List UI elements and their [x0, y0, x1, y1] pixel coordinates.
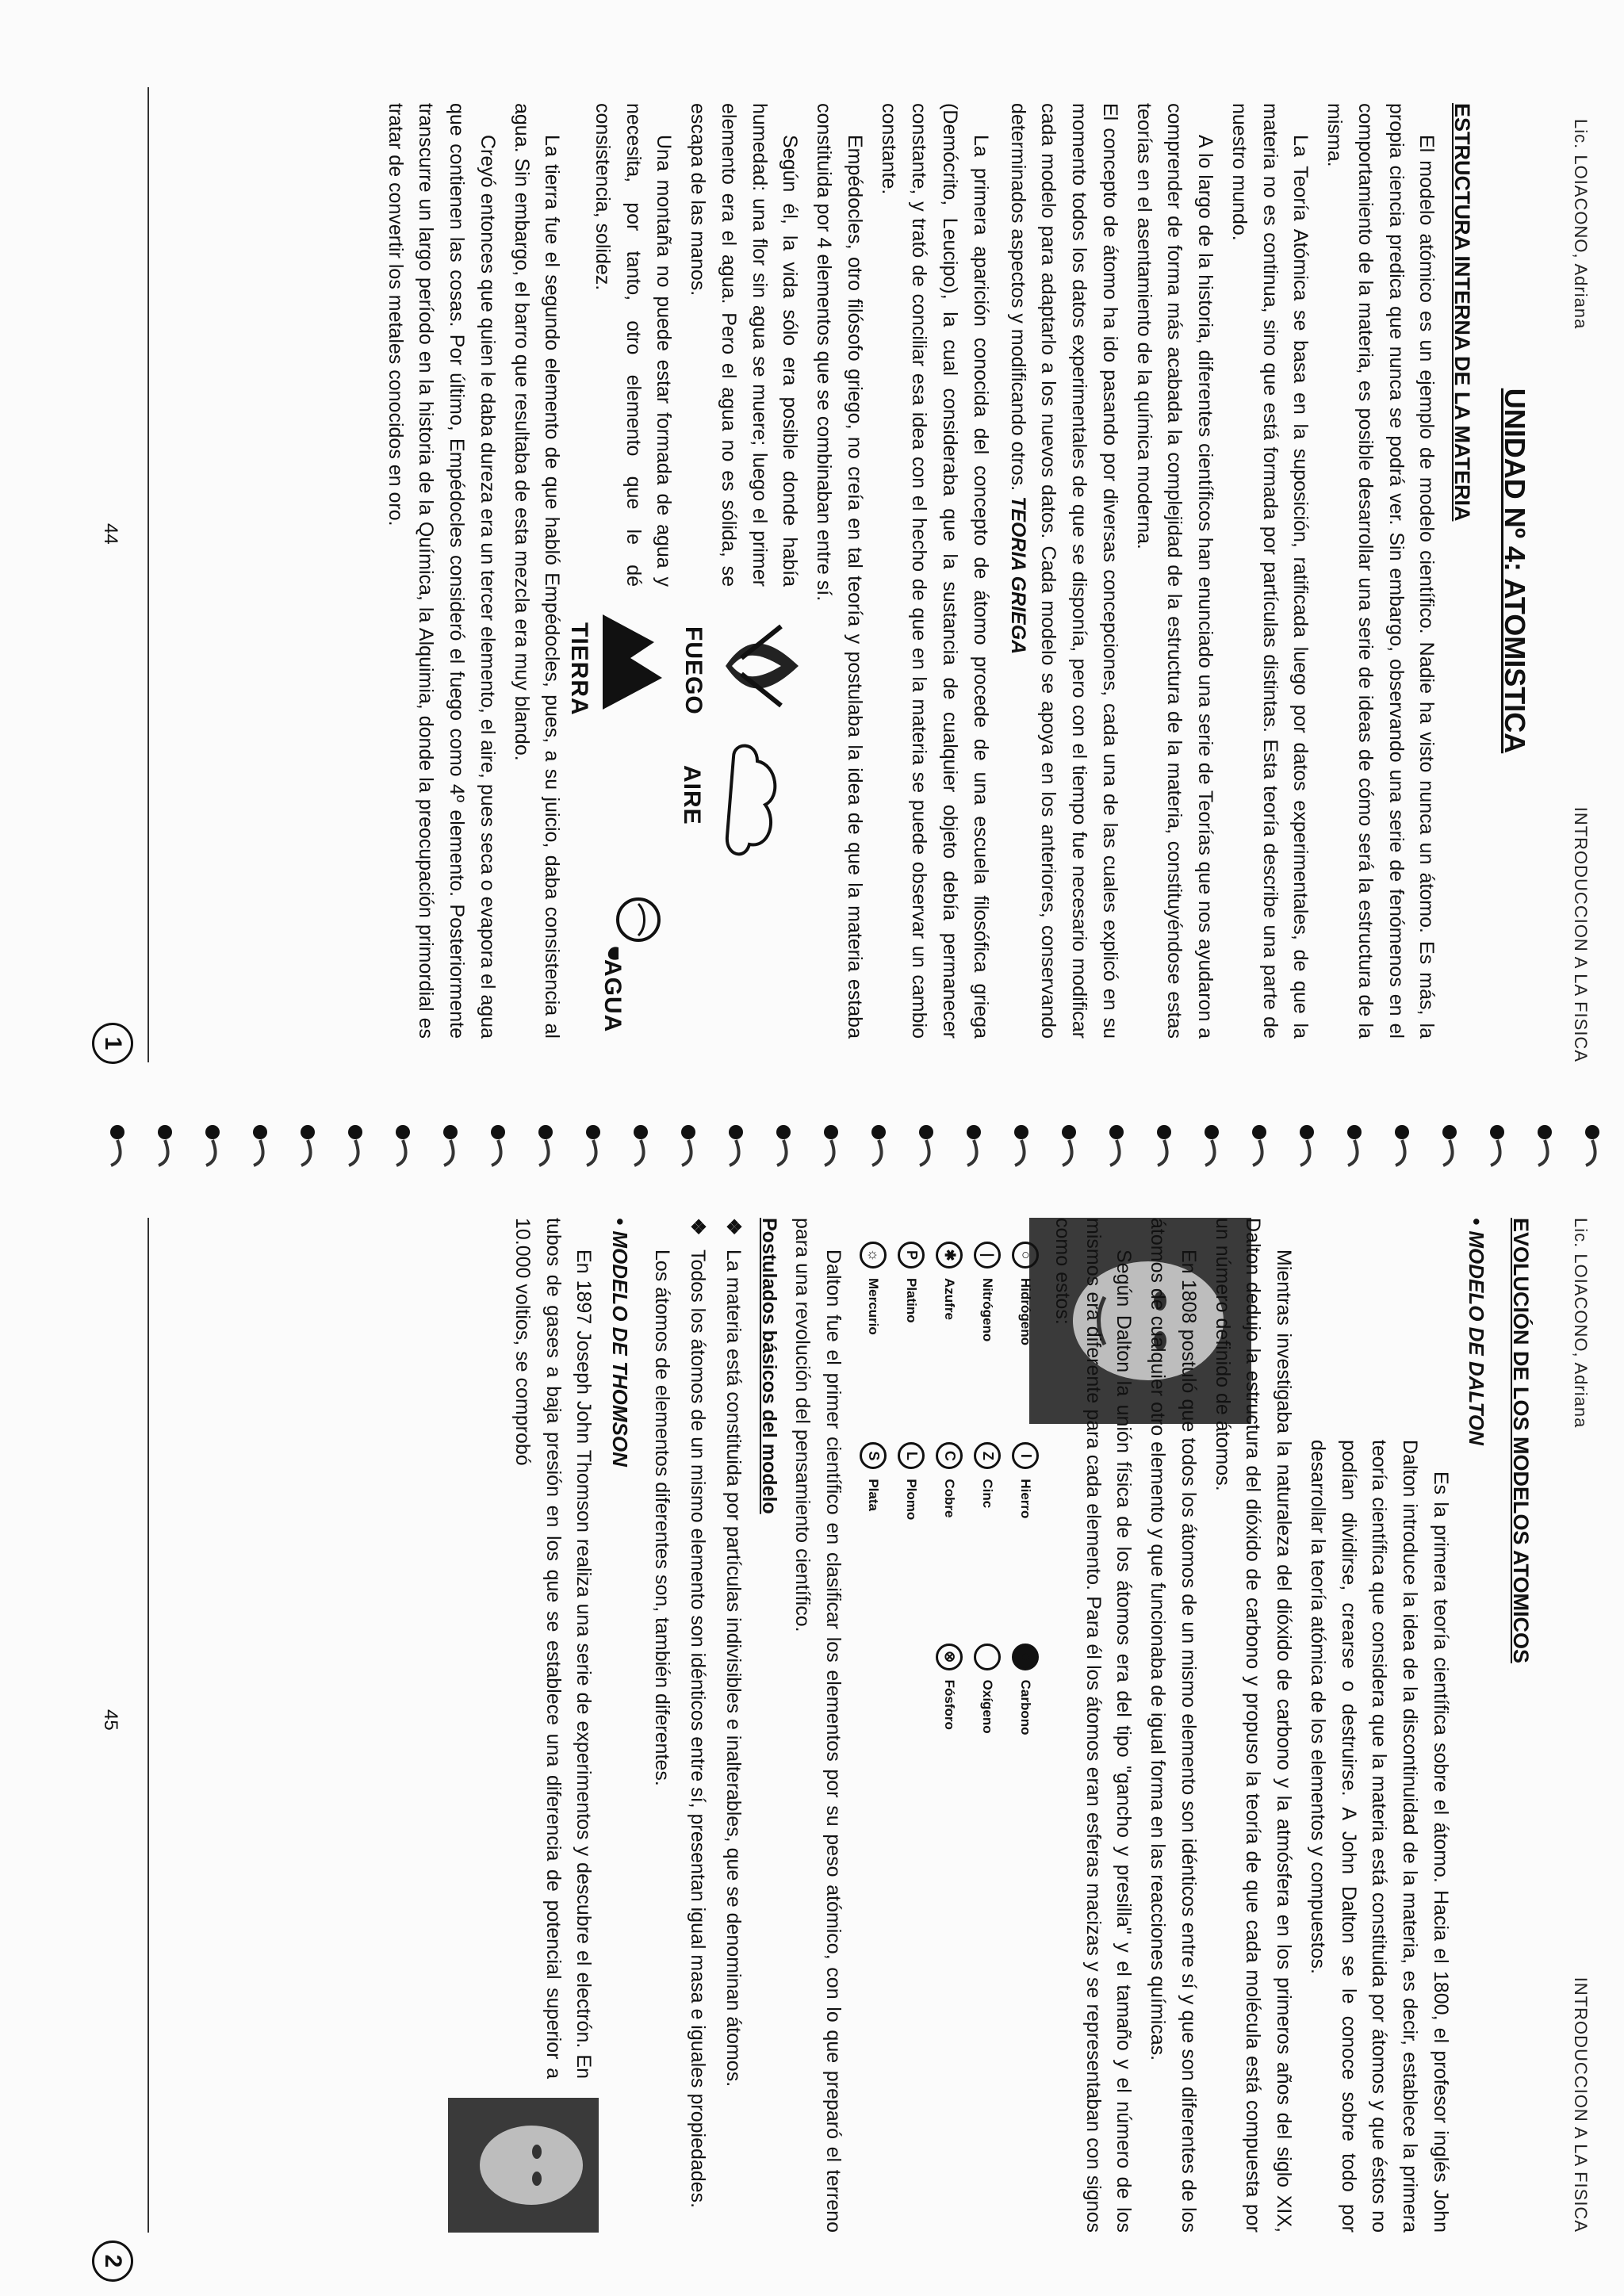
element-symbol-empty	[898, 1644, 925, 1844]
element-glyph: ●	[1012, 1644, 1039, 1670]
element-symbol	[974, 1442, 1001, 1643]
element-glyph: ✱	[936, 1242, 963, 1269]
section-heading: ESTRUCTURA INTERNA DE LA MATERIA	[1450, 103, 1475, 522]
right-page-number: 45	[100, 1709, 121, 1731]
teoria-griega-label: TEORIA GRIEGA	[1006, 496, 1029, 655]
agua-label: AGUA	[599, 959, 626, 1033]
element-glyph	[974, 1644, 1001, 1670]
element-symbol	[936, 1442, 963, 1643]
element-symbol	[936, 1644, 963, 1844]
left-header-author: Lic. LOIACONO, Adriana	[1571, 119, 1591, 330]
right-header-course: INTRODUCCION A LA FISICA	[1571, 1976, 1591, 2233]
element-glyph: I	[1012, 1442, 1039, 1469]
paragraph: Es la primera teoría científica sobre el átomo. Hacia el 1800, el profesor inglés John Dalton introduce la idea de la discontinuidad de la materia, es decir, establece la primera teoría científica que considera que la materia está constituida por átomos y que éstos no podían dividirse, crearse o destruirse. A John Dalton se le conoce sobre todo por desarrollar la teoría atómica de los elementos y compuestos.	[1306, 1440, 1452, 2233]
thomson-portrait	[448, 2098, 599, 2233]
paragraph: La primera aparición conocida del concepto de átomo procede de una escuela filosófica griega (Demócrito, Leucipo), la cual consideraba que la sustancia de cualquier objeto debía permanecer constante, y trató de conciliar esa idea con el hecho de que en la materia se puede observar un cambio constante.	[877, 103, 992, 1039]
element-glyph: C	[936, 1442, 963, 1469]
postulado-extra: Los átomos de elementos diferentes son, también diferentes.	[651, 1249, 674, 1786]
right-page-mark: 2	[92, 2241, 133, 2282]
right-page	[0, 1186, 1624, 2296]
postulado-text: Todos los átomos de un mismo elemento son idénticos entre sí, presentan igual masa e iguales propiedades.	[687, 1249, 710, 2209]
cloud-icon	[718, 737, 789, 864]
paragraph: Según Dalton la unión física de los átomos era del tipo "gancho y presilla" y el tamaño y el número de los mismos era diferente para cada elemento. Para él los átomos eran esferas macizas y se representaban con signos como estos:	[1051, 1218, 1136, 2233]
thomson-heading: • MODELO DE THOMSON	[607, 1218, 632, 1467]
element-name: Plata	[866, 1479, 882, 1511]
element-glyph: ☼	[860, 1242, 887, 1269]
portrait-image	[448, 2098, 599, 2233]
element-name: Carbono	[1018, 1679, 1034, 1735]
four-elements-figure	[566, 610, 805, 1033]
paragraph: A lo largo de la historia, diferentes científicos han enunciado una serie de Teorías que nos ayudaron a comprender de forma más acabada la complejidad de la estructura de la materia, constituyéndose estas teorías en el asentamiento de la química moderna.	[1132, 103, 1217, 1039]
mountain-icon	[599, 610, 670, 714]
left-page-mark: 1	[92, 1023, 133, 1064]
element-symbol	[1012, 1644, 1039, 1844]
element-symbol	[860, 1242, 887, 1442]
aire-label: AIRE	[679, 765, 706, 825]
paragraph: Empédocles, otro filósofo griego, no creía en tal teoría y postulaba la idea de que la materia estaba constituida por 4 elementos que se combinaban entre sí.	[813, 103, 866, 1039]
element-symbol	[898, 1242, 925, 1442]
right-footer-rule	[147, 1218, 149, 2233]
elements-text	[584, 103, 805, 587]
element-symbol	[860, 1442, 887, 1643]
element-name: Mercurio	[866, 1278, 882, 1335]
element-symbol	[1012, 1242, 1039, 1442]
element-name: Hierro	[1018, 1479, 1034, 1519]
right-column	[448, 1218, 1537, 2233]
left-header-course: INTRODUCCION A LA FISICA	[1571, 806, 1591, 1062]
paragraph: En 1897 Joseph John Thomson realiza una serie de experimentos y descubre el electrón. En tubos de gases a baja presión en los que se establece una diferencia de potencial superior a 10.000 voltios, se comprobó	[511, 1218, 596, 2079]
paragraph: La Teoría Atómica se basa en la suposición, ratificada luego por datos experimentales, de que la materia no es continua, sino que está formada por partículas distintas. Esta teoría describe una parte de nuestro mundo.	[1228, 103, 1312, 1039]
element-name: Nitrógeno	[980, 1278, 996, 1342]
element-glyph: ⊗	[936, 1644, 963, 1670]
postulado-item	[718, 1218, 749, 2233]
postulados-heading: Postulados básicos del modelo	[757, 1218, 780, 1514]
element-name: Plomo	[904, 1479, 920, 1521]
dalton-symbols	[860, 1242, 1039, 1844]
element-glyph: P	[898, 1242, 925, 1269]
thomson-block	[448, 1218, 599, 2233]
postulado-item	[682, 1218, 713, 2233]
element-symbol	[898, 1442, 925, 1643]
dalton-heading-text: MODELO DE DALTON	[1465, 1230, 1489, 1445]
element-glyph: L	[898, 1442, 925, 1469]
element-symbol	[936, 1242, 963, 1442]
element-symbol	[974, 1644, 1001, 1844]
fire-icon	[718, 610, 805, 721]
element-name: Oxígeno	[980, 1679, 996, 1734]
element-name: Platino	[904, 1278, 920, 1323]
element-symbol	[974, 1242, 1001, 1442]
unit-title: UNIDAD Nº 4: ATOMISTICA	[1499, 388, 1531, 754]
paragraph: El concepto de átomo ha ido pasando por diversas concepciones, cada una de las cuales explicó en su momento todos los datos experimentales de que se disponía, pero con el tiempo fue necesario modificar cada modelo para adaptarlo a los nuevos datos. Cada modelo se apoya en los anteriores, conservando determinados aspectos y modificando otros.	[1006, 103, 1121, 1039]
paragraph: La tierra fue el segundo elemento de que habló Empédocles, pues, a su juicio, daba consistencia al agua. Sin embargo, el barro que resultaba de esta mezcla era muy blando.	[510, 103, 564, 1039]
diamond-bullet-icon: ❖	[687, 1218, 710, 1236]
thomson-heading-text: MODELO DE THOMSON	[607, 1230, 632, 1467]
dalton-heading: • MODELO DE DALTON	[1465, 1218, 1489, 1445]
element-glyph: ○	[1012, 1242, 1039, 1269]
element-name: Cinc	[980, 1479, 996, 1509]
element-glyph: S	[860, 1442, 887, 1469]
tierra-label: TIERRA	[566, 622, 593, 716]
left-footer-rule	[147, 87, 149, 1062]
elements-block	[567, 103, 805, 1039]
diamond-bullet-icon: ❖	[722, 1218, 745, 1236]
paragraph: Creyó entonces que quien le daba dureza era un tercer elemento, el aire, pues seca o evapora el agua que contienen las cosas. Por último, Empédocles consideró el fuego como 4º elemento. Posteriormente transcurre un largo período en la historia de la Química, la Alquimia, donde la preocupación primordial es tratar de convertir los metales conocidos en oro.	[384, 103, 499, 1039]
element-symbol	[1012, 1442, 1039, 1643]
paragraph: Según él, la vida sólo era posible donde había humedad: una flor sin agua se muere; luego el primer elemento era el agua. Pero el agua no es sólida, se escapa de las manos.	[687, 103, 802, 587]
postulado-text: La materia está constituida por partículas indivisibles e inalterables, que se denominan átomos.	[722, 1249, 745, 2087]
element-name: Hidrógeno	[1018, 1278, 1034, 1345]
spiral-binding	[0, 1116, 1624, 1180]
fuego-label: FUEGO	[680, 626, 707, 715]
right-header-author: Lic. LOIACONO, Adriana	[1571, 1218, 1591, 1429]
left-column	[377, 103, 1537, 1039]
element-name: Fósforo	[942, 1679, 958, 1730]
evolution-heading: EVOLUCIÓN DE LOS MODELOS ATOMICOS	[1509, 1218, 1533, 1664]
dalton-intro-wrap	[1302, 1218, 1456, 2233]
element-name: Cobre	[942, 1479, 958, 1518]
left-page-number: 44	[100, 523, 121, 545]
element-name: Azufre	[942, 1278, 958, 1320]
paragraph: El modelo atómico es un ejemplo de modelo científico. Nadie ha visto nunca un átomo. Es más, la propia ciencia predica que nunca se podrá ver. Sin embargo, observando una serie de fenómenos en el comportamiento de la materia, es posible desarrollar una serie de ideas de cómo será la estructura de la misma.	[1323, 103, 1438, 1039]
paragraph: Dalton fue el primer científico en clasificar los elementos por su peso atómico, con lo que preparó el terreno para una revolución del pensamiento científico.	[791, 1218, 845, 2233]
paragraph: En 1808 postuló que todos los átomos de un mismo elemento son idénticos entre sí y que son diferentes de los átomos de cualquier otro elemento y que funcionaba de igual forma en las reacciones químicas.	[1147, 1218, 1200, 2233]
element-glyph: Z	[974, 1442, 1001, 1469]
element-glyph: |	[974, 1242, 1001, 1269]
left-page	[0, 0, 1624, 1110]
paragraph: Mientras investigaba la naturaleza del dióxido de carbono y la atmósfera en los primeros años del siglo XIX, Dalton dedujo la estructura del dióxido de carbono y propuso la teoría de que cada molécula está compuesta por un número definido de átomos.	[1211, 1218, 1296, 2233]
paragraph: Una montaña no puede estar formada de agua y necesita, por tanto, otro elemento que le dé consistencia, solidez.	[591, 103, 676, 587]
